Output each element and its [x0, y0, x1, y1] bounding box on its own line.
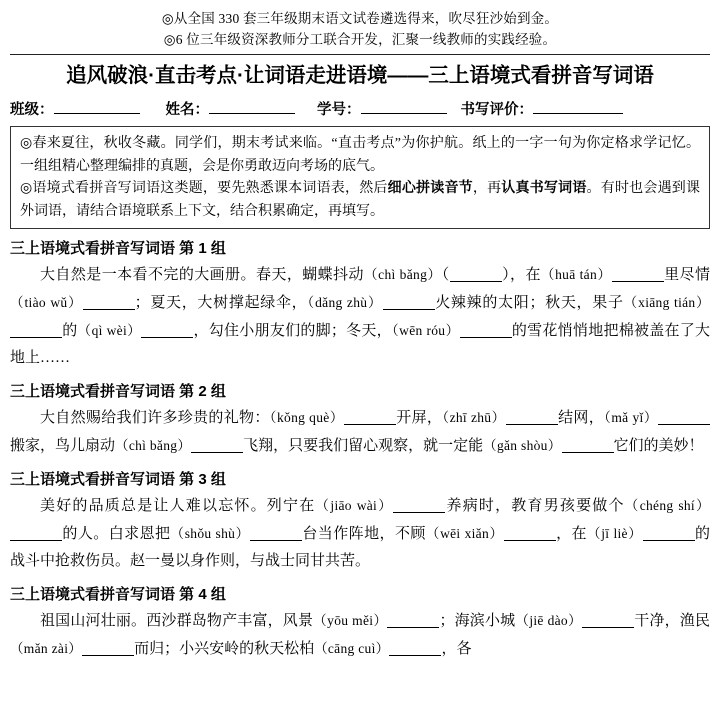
sentence-text: ，在: [555, 526, 587, 542]
pinyin-hint: （kǒng què）: [269, 410, 344, 425]
sentence-text: 大自然是一本看不完的大画册。春天，蝴蝶抖动: [40, 267, 364, 283]
pinyin-hint: （mǎ yǐ）: [604, 410, 658, 425]
sentence-text: 飞翔，只要我们留心观察，就一定能: [243, 438, 484, 454]
answer-blank[interactable]: [612, 266, 664, 282]
sentence-text: 它们的美妙！: [613, 438, 704, 454]
pinyin-hint: （wēi xiǎn）: [425, 526, 504, 541]
answer-blank[interactable]: [643, 525, 695, 541]
sentence-text: 而归；小兴安岭的秋天松柏: [134, 641, 315, 657]
sentence-text: 的战斗中抢救伤员。赵一曼以身作则，与战士同甘共苦。: [10, 526, 710, 569]
answer-blank[interactable]: [250, 525, 302, 541]
sentence-text: 里尽情: [663, 267, 710, 283]
answer-blank[interactable]: [344, 409, 396, 425]
sentence-text: 养病时，教育男孩要做个: [445, 498, 625, 514]
pinyin-hint: （jiāo wài）: [315, 498, 394, 513]
answer-blank[interactable]: [141, 322, 193, 338]
pinyin-hint: （yōu měi）: [313, 613, 388, 628]
field-name-blank[interactable]: [209, 99, 295, 114]
group-heading-2: 三上语境式看拼音写词语 第 2 组: [10, 383, 226, 400]
pinyin-hint: （jī liè）: [587, 526, 643, 541]
group-heading-4: 三上语境式看拼音写词语 第 4 组: [10, 586, 226, 603]
sentence-text: 大自然赐给我们许多珍贵的礼物：: [40, 410, 270, 426]
answer-blank[interactable]: [658, 409, 710, 425]
answer-blank[interactable]: [387, 612, 439, 628]
answer-blank[interactable]: [383, 294, 435, 310]
promo-header: [10, 0, 710, 50]
page-title: 追风破浪·直击考点·让词语走进语境——三上语境式看拼音写词语: [66, 64, 654, 87]
field-handwriting-rating-blank[interactable]: [533, 99, 623, 114]
field-handwriting-rating-label: 书写评价：: [460, 102, 533, 118]
field-name[interactable]: [166, 98, 296, 119]
exercise-groups: [10, 238, 710, 663]
sentence-text: 的人。白求恩把: [62, 526, 171, 542]
sentence-text: ），在: [501, 267, 541, 283]
field-name-label: 姓名：: [165, 102, 209, 118]
pinyin-hint: （cāng cuì）: [314, 641, 390, 656]
pinyin-hint: （huā tán）: [540, 267, 612, 282]
field-class-label: 班级：: [10, 102, 54, 118]
sentence-text: （: [441, 267, 450, 283]
answer-blank[interactable]: [10, 322, 62, 338]
sentence-text: 火辣辣的太阳；秋天，果子: [434, 295, 624, 311]
pinyin-hint: （jiē dào）: [515, 613, 583, 628]
answer-blank[interactable]: [389, 640, 441, 656]
sentence-text: 祖国山河壮丽。西沙群岛物产丰富，风景: [40, 613, 314, 629]
field-class-blank[interactable]: [54, 99, 140, 114]
instruction-p2-part2: ，再: [472, 181, 502, 196]
instruction-box: [10, 126, 710, 229]
sentence-text: 结网，: [557, 410, 605, 426]
sentence-text: 美好的品质总是让人难以忘怀。列宁在: [40, 498, 316, 514]
sentence-text: ，勾住小朋友们的脚；冬天，: [193, 323, 392, 339]
pinyin-hint: （wēn róu）: [391, 323, 460, 338]
answer-blank[interactable]: [82, 640, 134, 656]
pinyin-hint: （shǒu shù）: [170, 526, 250, 541]
group-body-3: [10, 492, 710, 575]
field-student-id-blank[interactable]: [361, 99, 447, 114]
student-info-row: [10, 98, 710, 119]
sentence-text: ；海滨小城: [439, 613, 516, 629]
answer-blank[interactable]: [393, 497, 445, 513]
group-body-1: [10, 261, 710, 372]
pinyin-hint: （chéng shí）: [624, 498, 710, 513]
instruction-p2-part3: 。有时也会遇到课外词语，请结合语境联系上下文，结合积累确定，再填写。: [20, 181, 701, 219]
answer-blank[interactable]: [506, 409, 558, 425]
pinyin-hint: （gǎn shòu）: [483, 438, 562, 453]
pinyin-hint: （qì wèi）: [77, 323, 142, 338]
promo-line-1: ◎从全国 330 套三年级期末语文试卷遴选得来，吹尽狂沙始到金。: [161, 11, 559, 26]
group-body-2: [10, 404, 710, 460]
field-class[interactable]: [10, 98, 140, 119]
sentence-text: 干净，渔民: [634, 613, 710, 629]
instruction-paragraph-2: [20, 178, 700, 223]
field-student-id[interactable]: [317, 98, 447, 119]
group-body-4: [10, 607, 710, 663]
sentence-text: ；夏天，大树撑起绿伞，: [134, 295, 308, 311]
pinyin-hint: （dǎng zhù）: [307, 295, 383, 310]
answer-blank[interactable]: [191, 437, 243, 453]
sentence-text: 搬家，鸟儿扇动: [10, 438, 116, 454]
instruction-p2-emphasis2: 认真书写词语: [501, 181, 587, 196]
answer-blank[interactable]: [562, 437, 614, 453]
field-handwriting-rating[interactable]: [461, 98, 624, 119]
answer-blank[interactable]: [460, 322, 512, 338]
answer-blank[interactable]: [582, 612, 634, 628]
group-heading-3: 三上语境式看拼音写词语 第 3 组: [10, 471, 226, 488]
header-divider: [10, 54, 710, 55]
sentence-text: 的: [62, 323, 78, 339]
instruction-paragraph-1: ◎春来夏往，秋收冬藏。同学们，期末考试来临。“直击考点”为你护航。纸上的一字一句为你定格求学记忆。一组组精心整理编排的真题，会是你勇敢迈向考场的底气。: [20, 136, 700, 174]
sentence-text: 的雪花悄悄地把棉被盖在了大地上……: [10, 323, 710, 366]
sentence-text: 开屏，: [396, 410, 443, 426]
pinyin-hint: （zhī zhū）: [442, 410, 506, 425]
answer-blank[interactable]: [450, 266, 502, 282]
answer-blank[interactable]: [10, 525, 62, 541]
sentence-text: 台当作阵地，不顾: [301, 526, 426, 542]
pinyin-hint: （chì bǎng）: [115, 438, 192, 453]
answer-blank[interactable]: [83, 294, 135, 310]
pinyin-hint: （xiāng tián）: [623, 295, 710, 310]
pinyin-hint: （chì bǎng）: [363, 267, 442, 282]
answer-blank[interactable]: [504, 525, 556, 541]
promo-line-2: ◎6 位三年级资深教师分工联合开发，汇聚一线教师的实践经验。: [163, 32, 557, 47]
instruction-p2-emphasis1: 细心拼读音节: [387, 181, 473, 196]
pinyin-hint: （tiào wǔ）: [10, 295, 83, 310]
group-heading-1: 三上语境式看拼音写词语 第 1 组: [10, 240, 226, 257]
sentence-text: ，各: [441, 641, 472, 657]
pinyin-hint: （mǎn zài）: [10, 641, 83, 656]
instruction-p2-part1: ◎语境式看拼音写词语这类题，要先熟悉课本词语表，然后: [20, 181, 388, 196]
field-student-id-label: 学号：: [317, 102, 361, 118]
